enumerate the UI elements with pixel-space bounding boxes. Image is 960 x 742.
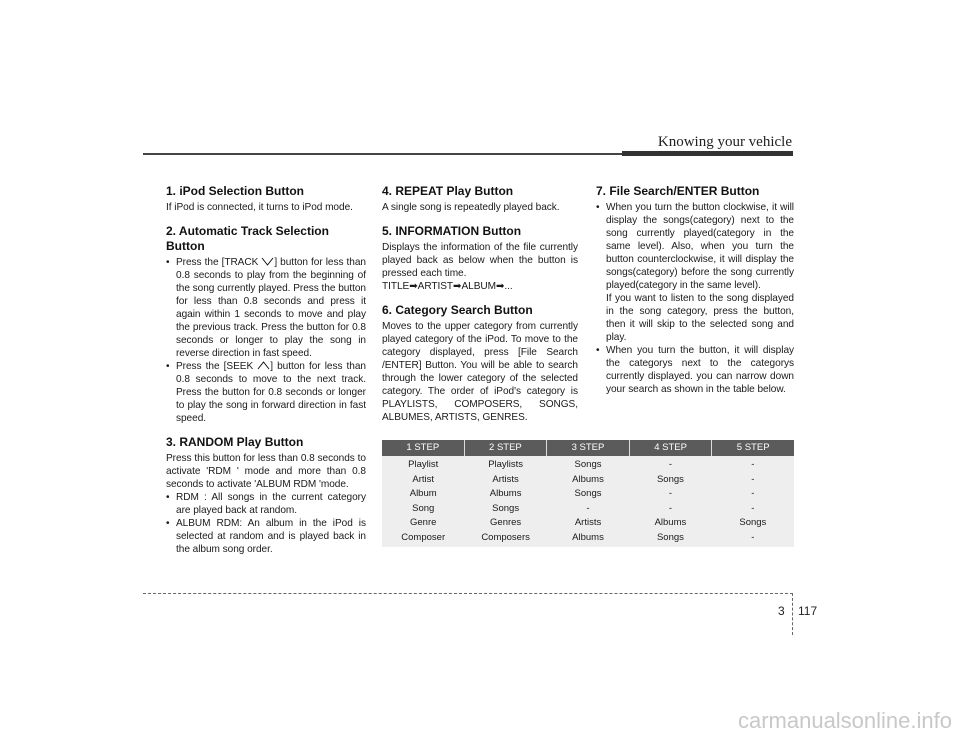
table-cell: Songs [574, 488, 602, 499]
auto-track-list [166, 256, 366, 425]
information-text: Displays the information of the file currently played back as below when the button is pressed each time. [382, 242, 578, 279]
down-arrow-icon [261, 257, 274, 266]
file-search-item-narrow: • When you turn the button, it will display the categorys next to the categorys currently displayed. you can narrow down your search as shown in the table below. [596, 344, 794, 396]
table-cell: - [751, 459, 755, 470]
page-number: 117 [798, 604, 818, 618]
file-search-list [596, 201, 794, 292]
random-item-rdm: • RDM : All songs in the current category are played back at random. [166, 491, 366, 517]
table-header-cell: 3 STEP [547, 440, 630, 456]
table-cell: Albums [572, 531, 604, 543]
table-cell: Composer [401, 531, 446, 543]
section-header: Knowing your vehicle [657, 134, 792, 150]
repeat-text: A single song is repeatedly played back. [382, 202, 560, 213]
table-cell: Albums [489, 488, 522, 499]
auto-track-item-track: • Press the [TRACK ] button for less than 0.8 seconds to play from the beginning of the song currently played. Press the button for less than 0.8 seconds and press it again within 1 seconds to move and play the previous track. Press the button for 0.8 seconds or longer to play the song in reverse direction in fast speed. [166, 256, 366, 360]
category-step-table [382, 440, 794, 547]
file-search-item-press: If you want to listen to the song displayed in the song category, press the button, then it will skip to the selected song and play. [606, 293, 794, 343]
table-row [382, 531, 794, 546]
table-cell: Album [409, 488, 437, 499]
information-heading: 5. INFORMATION Button [382, 224, 522, 238]
ipod-selection-text: If iPod is connected, it turns to iPod mode. [166, 202, 353, 213]
file-search-heading: 7. File Search/ENTER Button [596, 184, 760, 198]
column-2 [382, 184, 578, 424]
table-row [382, 502, 794, 517]
footer-rule [143, 593, 793, 594]
table-cell: Song [412, 502, 435, 514]
table-cell: - [668, 459, 672, 470]
table-header-cell: 2 STEP [465, 440, 548, 456]
repeat-heading: 4. REPEAT Play Button [382, 184, 514, 198]
random-list [166, 491, 366, 556]
table-cell: - [668, 502, 672, 514]
category-search-text: Moves to the upper category from currently played category of the iPod. To move to the category displayed, press [File Search /ENTER] Button. You will be able to search through the lower category of the selected category. The order of iPod's category is PLAYLISTS, COMPOSERS, SONGS, ALBUMES, ARTISTS, GENRES. [382, 321, 578, 423]
table-row [382, 487, 794, 502]
table-cell: - [751, 531, 755, 543]
column-3 [596, 184, 794, 396]
table-header-row [382, 440, 794, 456]
table-header-cell: 4 STEP [630, 440, 713, 456]
ipod-selection-heading: 1. iPod Selection Button [166, 184, 305, 198]
table-cell: Songs [656, 473, 684, 485]
random-text: Press this button for less than 0.8 seconds to activate 'RDM ' mode and more than 0.8 seconds to activate 'ALBUM RDM 'mode. [166, 453, 366, 490]
table-cell: - [668, 488, 672, 499]
information-sequence: TITLE➡ARTIST➡ALBUM➡... [382, 281, 513, 292]
table-cell: Artist [412, 473, 435, 485]
table-cell: Songs [656, 531, 684, 543]
table-cell: - [751, 473, 755, 485]
table-cell: Albums [654, 517, 687, 528]
up-arrow-icon [257, 361, 270, 370]
column-1 [166, 184, 366, 556]
table-header-cell: 5 STEP [736, 442, 770, 453]
category-search-heading: 6. Category Search Button [382, 303, 533, 317]
header-rule-accent [622, 151, 793, 156]
table-header-cell: 1 STEP [382, 440, 465, 456]
auto-track-item-seek: • Press the [SEEK ] button for less than 0.8 seconds to move to the next track. Press the button for 0.8 seconds or longer to play the song in forward direction in fast speed. [166, 360, 366, 425]
table-row [382, 473, 794, 488]
table-cell: Artists [574, 517, 602, 528]
chapter-number: 3 [778, 604, 785, 618]
table-cell: - [586, 502, 590, 514]
random-heading: 3. RANDOM Play Button [166, 435, 304, 449]
table-cell: Songs [739, 517, 767, 528]
table-cell: - [751, 502, 755, 514]
table-cell: Songs [492, 502, 520, 514]
table-cell: Songs [574, 459, 602, 470]
table-cell: Artists [492, 473, 519, 485]
table-cell: Albums [572, 473, 604, 485]
watermark: carmanualsonline.info [737, 708, 952, 733]
table-cell: Genre [410, 517, 437, 528]
footer-divider [792, 593, 793, 635]
table-cell: Genres [490, 517, 522, 528]
random-item-album-rdm: • ALBUM RDM: An album in the iPod is selected at random and is played back in the album song order. [166, 517, 366, 556]
table-cell: Playlist [408, 459, 439, 470]
table-row [382, 516, 794, 531]
file-search-item-rotate: • When you turn the button clockwise, it will display the songs(category) next to the song currently played(category in the same level). Also, when you turn the button counterclockwise, it will display the songs(category) before the song currently played(category in the same level). [596, 201, 794, 292]
table-body [382, 456, 794, 547]
table-cell: Composers [481, 531, 530, 543]
table-cell: - [751, 488, 755, 499]
auto-track-heading: 2. Automatic Track Selection Button [166, 224, 329, 253]
table-row [382, 458, 794, 473]
file-search-list-2 [596, 344, 794, 396]
table-cell: Playlists [488, 459, 524, 470]
